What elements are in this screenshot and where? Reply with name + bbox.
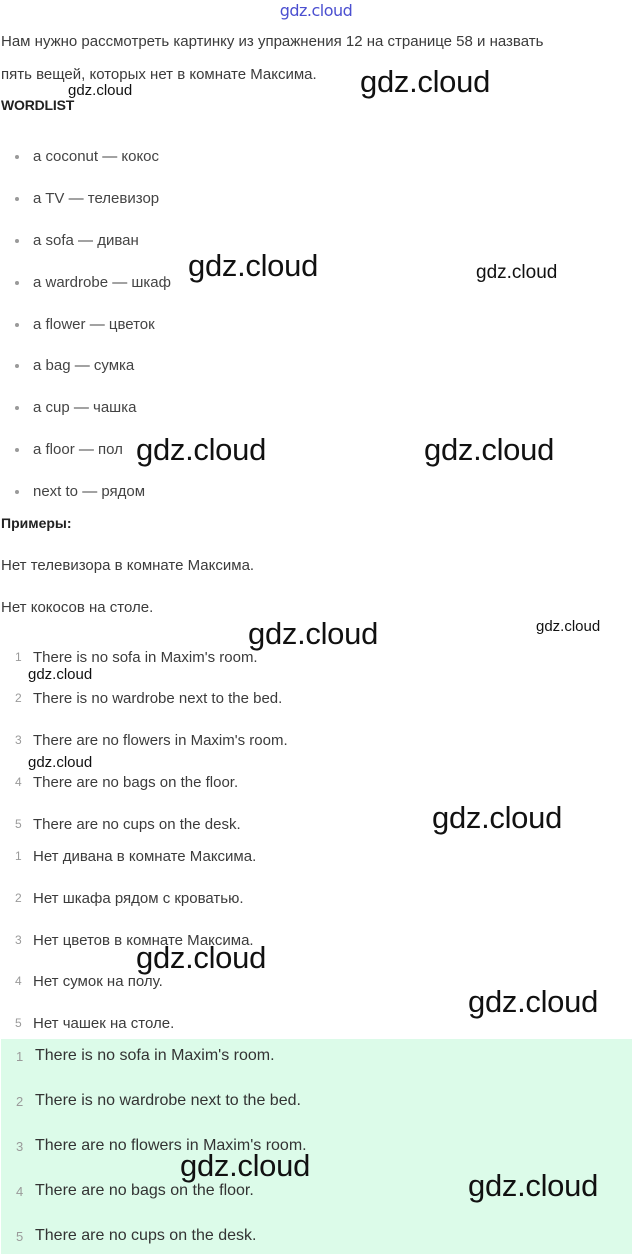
watermark: gdz.cloud xyxy=(28,666,93,683)
item-number: 4 xyxy=(15,974,22,988)
watermark: gdz.cloud xyxy=(360,64,491,99)
answer-text: There are no bags on the floor. xyxy=(33,774,239,791)
answer-text: Нет цветов в комнате Максима. xyxy=(33,932,254,949)
example-sentence: Нет кокосов на столе. xyxy=(1,599,154,616)
watermark: gdz.cloud xyxy=(468,984,599,1019)
watermark: gdz.cloud xyxy=(188,248,319,283)
watermark: gdz.cloud xyxy=(536,618,601,635)
item-number: 1 xyxy=(15,650,22,664)
examples-heading: Примеры: xyxy=(1,515,72,531)
wordlist-entry: a cup — чашка xyxy=(33,399,137,416)
bullet-icon xyxy=(15,281,19,285)
item-number: 5 xyxy=(16,1229,24,1244)
watermark: gdz.cloud xyxy=(136,432,267,467)
answer-text: Нет шкафа рядом с кроватью. xyxy=(33,890,244,907)
item-number: 5 xyxy=(15,817,22,831)
wordlist-heading: WORDLIST xyxy=(1,97,75,113)
answer-text: There are no bags on the floor. xyxy=(35,1182,254,1199)
item-number: 4 xyxy=(15,775,22,789)
wordlist-entry: a flower — цветок xyxy=(33,316,155,333)
bullet-icon xyxy=(15,197,19,201)
watermark: gdz.cloud xyxy=(468,1168,599,1203)
bullet-icon xyxy=(15,239,19,243)
intro-text-line-2: пять вещей, которых нет в комнате Максима. xyxy=(1,66,317,83)
answer-text: There is no sofa in Maxim's room. xyxy=(33,649,258,666)
bullet-icon xyxy=(15,406,19,410)
answer-text: There is no sofa in Maxim's room. xyxy=(35,1047,275,1064)
answer-text: There are no flowers in Maxim's room. xyxy=(33,732,288,749)
bullet-icon xyxy=(15,364,19,368)
answer-text: Нет чашек на столе. xyxy=(33,1015,175,1032)
watermark: gdz.cloud xyxy=(180,1148,311,1183)
watermark: gdz.cloud xyxy=(28,754,93,771)
wordlist-entry: a sofa — диван xyxy=(33,232,139,249)
item-number: 2 xyxy=(15,691,22,705)
wordlist-entry: a wardrobe — шкаф xyxy=(33,274,171,291)
item-number: 4 xyxy=(16,1184,24,1199)
answer-text: Нет дивана в комнате Максима. xyxy=(33,848,257,865)
item-number: 3 xyxy=(15,933,22,947)
answer-text: There are no flowers in Maxim's room. xyxy=(35,1137,307,1154)
answer-text: Нет сумок на полу. xyxy=(33,973,163,990)
answer-text: There are no cups on the desk. xyxy=(33,816,241,833)
item-number: 2 xyxy=(16,1094,24,1109)
watermark: gdz.cloud xyxy=(248,616,379,651)
bullet-icon xyxy=(15,155,19,159)
item-number: 3 xyxy=(16,1139,24,1154)
watermark: gdz.cloud xyxy=(432,800,563,835)
site-logo[interactable]: gdz.cloud xyxy=(279,1,353,20)
item-number: 1 xyxy=(16,1049,24,1064)
bullet-icon xyxy=(15,323,19,327)
item-number: 3 xyxy=(15,733,22,747)
watermark: gdz.cloud xyxy=(68,82,133,99)
bullet-icon xyxy=(15,490,19,494)
example-sentence: Нет телевизора в комнате Максима. xyxy=(1,557,255,574)
answer-text: There are no cups on the desk. xyxy=(35,1227,257,1244)
wordlist-entry: a floor — пол xyxy=(33,441,123,458)
watermark: gdz.cloud xyxy=(424,432,555,467)
answer-text: There is no wardrobe next to the bed. xyxy=(33,690,283,707)
intro-text-line-1: Нам нужно рассмотреть картинку из упражнения 12 на странице 58 и назвать xyxy=(1,33,544,50)
watermark: gdz.cloud xyxy=(476,262,558,283)
watermark: gdz.cloud xyxy=(136,940,267,975)
wordlist-entry: a coconut — кокос xyxy=(33,148,160,165)
wordlist-entry: next to — рядом xyxy=(33,483,146,500)
item-number: 2 xyxy=(15,891,22,905)
item-number: 5 xyxy=(15,1016,22,1030)
wordlist-entry: a TV — телевизор xyxy=(33,190,160,207)
item-number: 1 xyxy=(15,849,22,863)
bullet-icon xyxy=(15,448,19,452)
answer-text: There is no wardrobe next to the bed. xyxy=(35,1092,301,1109)
wordlist-entry: a bag — сумка xyxy=(33,357,135,374)
